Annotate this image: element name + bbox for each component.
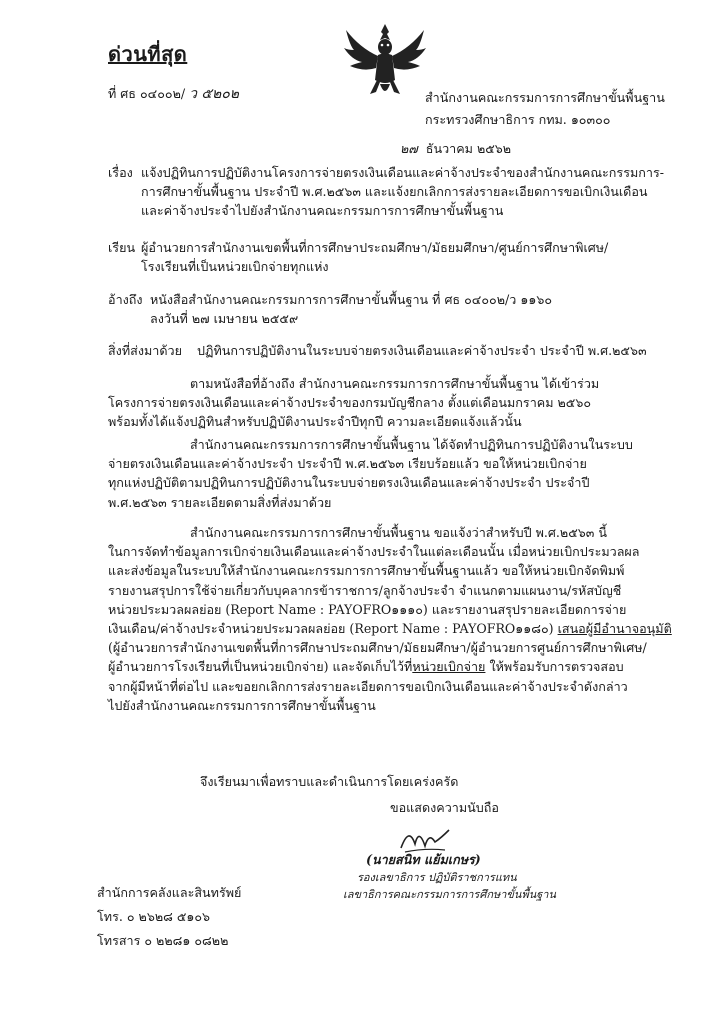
enclosure-block: [108, 341, 668, 361]
signer-name: (นายสนิท แย้มเกษร): [366, 852, 481, 867]
subject-label: เรื่อง: [108, 165, 133, 180]
paragraph-line: (ผู้อำนวยการสำนักงานเขตพื้นที่การศึกษาประถมศึกษา/มัธยมศึกษา/ผู้อำนวยการศูนย์การศึกษาพิเศษ/: [108, 640, 647, 656]
enclosure-label: สิ่งที่ส่งมาด้วย: [108, 343, 182, 358]
paragraph-line: [108, 657, 623, 676]
urgency-heading: ด่วนที่สุด: [108, 42, 188, 66]
body-paragraph-1: [108, 374, 623, 432]
regards-text: ขอแสดงความนับถือ: [390, 800, 499, 815]
paragraph-line: ไปยังสำนักงานคณะกรรมการการศึกษาขั้นพื้นฐาน: [108, 697, 376, 713]
signer-position-1: รองเลขาธิการ ปฏิบัติราชการแทน: [357, 871, 517, 884]
subject-block: [108, 163, 668, 223]
date-month-year: ธันวาคม ๒๕๖๒: [425, 141, 512, 156]
recipient-line: ผู้อำนวยการสำนักงานเขตพื้นที่การศึกษาประถมศึกษา/มัธยมศึกษา/ศูนย์การศึกษาพิเศษ/: [141, 240, 609, 255]
paragraph-line: หน่วยประมวลผลย่อย (Report Name : PAYOFRO๑๑๑๐) และรายงานสรุปรายละเอียดการจ่าย: [108, 601, 627, 617]
subject-line: และค่าจ้างประจำไปยังสำนักงานคณะกรรมการการศึกษาขั้นพื้นฐาน: [141, 203, 504, 218]
reference-block: [108, 290, 668, 330]
paragraph-line: พ.ศ.๒๕๖๓ รายละเอียดตามสิ่งที่ส่งมาด้วย: [108, 494, 332, 510]
paragraph-line: รายงานสรุปการใช้จ่ายเกี่ยวกับบุคลากรข้าราชการ/ลูกจ้างประจำ จำแนกตามแผนงาน/รหัสบัญชี: [108, 582, 622, 598]
recipient-line: โรงเรียนที่เป็นหน่วยเบิกจ่ายทุกแห่ง: [141, 259, 329, 274]
recipient-label: เรียน: [108, 240, 136, 255]
document-number-handwritten: ว ๕๒๐๒: [189, 86, 240, 102]
footer-telephone: โทร. ๐ ๒๖๒๘ ๕๑๐๖: [97, 909, 211, 924]
paragraph-line: จ่ายตรงเงินเดือนและค่าจ้างประจำ ประจำปี พ.ศ.๒๕๖๓ เรียบร้อยแล้ว ขอให้หน่วยเบิกจ่าย: [108, 456, 587, 472]
paragraph-line: สำนักงานคณะกรรมการการศึกษาขั้นพื้นฐาน ได้จัดทำปฏิทินการปฏิบัติงานในระบบ: [190, 437, 633, 452]
reference-line: ลงวันที่ ๒๗ เมษายน ๒๕๕๙: [150, 311, 299, 326]
agency-name: สำนักงานคณะกรรมการการศึกษาขั้นพื้นฐาน: [425, 90, 665, 105]
garuda-emblem-icon: [340, 20, 430, 100]
footer-office: สำนักการคลังและสินทรัพย์: [97, 885, 242, 900]
reference-line: หนังสือสำนักงานคณะกรรมการการศึกษาขั้นพื้นฐาน ที่ ศธ ๐๔๐๐๒/ว ๑๑๖๐: [150, 292, 553, 307]
paragraph-line: สำนักงานคณะกรรมการการศึกษาขั้นพื้นฐาน ขอแจ้งว่าสำหรับปี พ.ศ.๒๕๖๓ นี้: [190, 525, 607, 540]
paragraph-text: ให้พร้อมรับการตรวจสอบ: [485, 659, 624, 675]
document-number: [108, 86, 239, 102]
paragraph-text: เงินเดือน/ค่าจ้างประจำหน่วยประมวลผลย่อย (Report Name : PAYOFRO๑๑๘๐): [108, 621, 558, 637]
ministry-address: กระทรวงศึกษาธิการ กทม. ๑๐๓๐๐: [425, 112, 611, 127]
paragraph-line: โครงการจ่ายตรงเงินเดือนและค่าจ้างประจำของกรมบัญชีกลาง ตั้งแต่เดือนมกราคม ๒๕๖๐: [108, 395, 592, 411]
paragraph-line: ทุกแห่งปฏิบัติตามปฏิทินการปฏิบัติงานในระบบจ่ายตรงเงินเดือนและค่าจ้างประจำ ประจำปี: [108, 475, 590, 491]
paragraph-line: ตามหนังสือที่อ้างถึง สำนักงานคณะกรรมการการศึกษาขั้นพื้นฐาน ได้เข้าร่วม: [190, 376, 600, 391]
body-paragraph-3: [108, 523, 672, 715]
paragraph-text: ผู้อำนวยการโรงเรียนที่เป็นหน่วยเบิกจ่าย) และจัดเก็บไว้ที่: [108, 659, 413, 675]
date-day: ๒๗: [400, 141, 418, 156]
subject-line: การศึกษาขั้นพื้นฐาน ประจำปี พ.ศ.๒๕๖๓ และแจ้งยกเลิกการส่งรายละเอียดการขอเบิกเงินเดือน: [141, 184, 648, 199]
reference-label: อ้างถึง: [108, 292, 143, 307]
paragraph-line: จากผู้มีหน้าที่ต่อไป และขอยกเลิกการส่งรายละเอียดการขอเบิกเงินเดือนและค่าจ้างประจำดังกล่าว: [108, 678, 628, 694]
subject-line: แจ้งปฏิทินการปฏิบัติงานโครงการจ่ายตรงเงินเดือนและค่าจ้างประจำของสำนักงานคณะกรรมการ-: [141, 165, 664, 180]
footer-fax: โทรสาร ๐ ๒๒๘๑ ๐๘๒๒: [97, 933, 229, 948]
recipient-block: [108, 238, 668, 278]
paragraph-line: พร้อมทั้งได้แจ้งปฏิทินสำหรับปฏิบัติงานประจำปีทุกปี ความละเอียดแจ้งแล้วนั้น: [108, 414, 522, 430]
underlined-approval-text: เสนอผู้มีอำนาจอนุมัติ: [557, 621, 672, 637]
paragraph-line: และส่งข้อมูลในระบบให้สำนักงานคณะกรรมการการศึกษาขั้นพื้นฐานแล้ว ขอให้หน่วยเบิกจัดพิมพ์: [108, 563, 625, 579]
enclosure-text: ปฏิทินการปฏิบัติงานในระบบจ่ายตรงเงินเดือนและค่าจ้างประจำ ประจำปี พ.ศ.๒๕๖๓: [197, 343, 647, 358]
underlined-unit-text: หน่วยเบิกจ่าย: [412, 659, 486, 675]
body-paragraph-2: [108, 435, 633, 512]
letter-date: [400, 141, 511, 157]
closing-sentence: จึงเรียนมาเพื่อทราบและดำเนินการโดยเคร่งครัด: [200, 774, 459, 789]
paragraph-line: [108, 619, 672, 638]
signer-position-2: เลขาธิการคณะกรรมการการศึกษาขั้นพื้นฐาน: [343, 888, 556, 901]
paragraph-line: ในการจัดทำข้อมูลการเบิกจ่ายเงินเดือนและค่าจ้างประจำในแต่ละเดือนนั้น เมื่อหน่วยเบิกประมวลผล: [108, 544, 640, 560]
document-number-prefix: ที่ ศธ ๐๔๐๐๒/: [108, 86, 186, 101]
